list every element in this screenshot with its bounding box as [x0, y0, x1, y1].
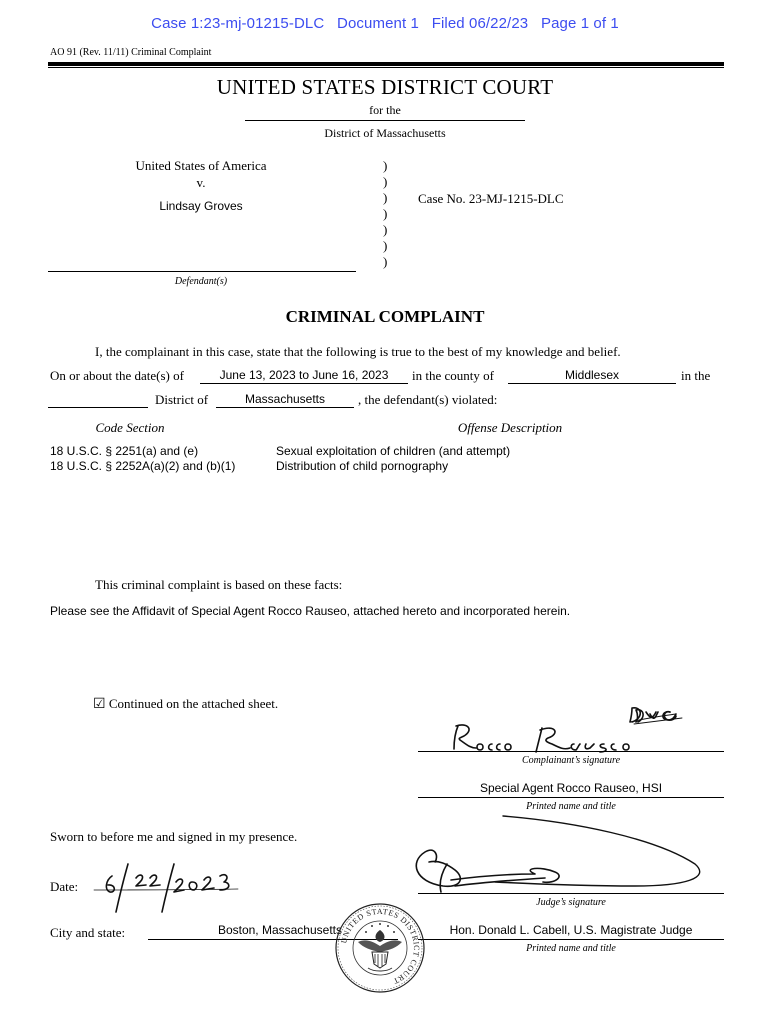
code-section: 18 U.S.C. § 2251(a) and (e)	[50, 444, 199, 458]
case-no-value: 23-MJ-1215-DLC	[468, 191, 564, 206]
judge-sig-label: Judge’s signature	[536, 897, 606, 908]
code-section: 18 U.S.C. § 2252A(a)(2) and (b)(1)	[50, 459, 236, 473]
seal-text: UNITED STATES DISTRICT COURT	[339, 906, 422, 987]
court-district: District of Massachusetts	[324, 126, 446, 140]
case-no	[418, 191, 564, 207]
facts-text: Please see the Affidavit of Special Agent Rocco Rauseo, attached hereto and incorporated herein.	[50, 604, 571, 618]
caption-paren: )	[383, 174, 388, 189]
on-or-about-label: On or about the date(s) of	[50, 368, 184, 383]
date-label: Date:	[50, 879, 79, 894]
caption-paren: )	[383, 222, 388, 237]
court-seal	[334, 902, 426, 994]
judge-printed-label: Printed name and title	[526, 943, 616, 954]
case-no-label: Case No.	[418, 191, 466, 206]
for-the: for the	[369, 103, 401, 117]
city-state-label: City and state:	[50, 925, 126, 940]
caption-paren: )	[383, 190, 388, 205]
header-rule	[48, 62, 724, 66]
caption-rule	[48, 271, 356, 272]
filing-header: Case 1:23-mj-01215-DLC Document 1 Filed 06/22/23 Page 1 of 1	[151, 15, 619, 32]
complainant-name: Special Agent Rocco Rauseo, HSI	[479, 781, 663, 795]
checkbox-checked-icon: ☑	[93, 696, 106, 712]
city-state: Boston, Massachusetts	[217, 923, 342, 937]
complainant-sig-label: Complainant’s signature	[521, 755, 621, 766]
handwritten-date	[88, 860, 248, 916]
district-field-rule	[216, 407, 354, 408]
county-field: Middlesex	[564, 368, 620, 382]
sworn-statement: Sworn to before me and signed in my presence.	[50, 829, 298, 844]
header-rule-thin	[48, 67, 724, 68]
facts-intro: This criminal complaint is based on these facts:	[95, 577, 343, 592]
county-rule	[508, 383, 676, 384]
offense-header: Offense Description	[457, 420, 563, 435]
offense-description: Distribution of child pornography	[276, 459, 449, 473]
complainant-printed-label: Printed name and title	[526, 801, 616, 812]
plaintiff: United States of America	[135, 158, 267, 173]
judge-name-rule	[418, 939, 724, 940]
defendant-label: Defendant(s)	[174, 276, 228, 287]
district-of-label: District of	[155, 392, 209, 407]
dates-field: June 13, 2023 to June 16, 2023	[219, 368, 389, 382]
caption-paren: )	[383, 206, 388, 221]
versus: v.	[196, 175, 206, 190]
offense-description: Sexual exploitation of children (and attempt)	[276, 444, 511, 458]
caption-paren: )	[383, 158, 388, 173]
violated-label: , the defendant(s) violated:	[358, 392, 498, 407]
complainant-name-rule	[418, 797, 724, 798]
defendant-name: Lindsay Groves	[159, 199, 243, 213]
judge-sig-rule	[418, 893, 724, 894]
code-section-header: Code Section	[95, 420, 165, 435]
caption-paren: )	[383, 238, 388, 253]
judge-name: Hon. Donald L. Cabell, U.S. Magistrate Judge	[449, 923, 693, 937]
continued-label: Continued on the attached sheet.	[108, 696, 279, 711]
document-title: CRIMINAL COMPLAINT	[285, 307, 485, 326]
statement-intro: I, the complainant in this case, state that the following is true to the best of my knowledge and belief.	[95, 344, 621, 359]
dates-rule	[200, 383, 408, 384]
court-title: UNITED STATES DISTRICT COURT	[216, 75, 554, 99]
judge-initials	[626, 702, 686, 726]
complainant-sig-rule	[418, 751, 724, 752]
district-field: Massachusetts	[244, 392, 326, 406]
district-rule	[245, 120, 525, 121]
judge-signature	[395, 812, 735, 898]
continued-row	[93, 696, 278, 712]
blank-rule	[48, 407, 148, 408]
in-the-label: in the	[681, 368, 711, 383]
county-label: in the county of	[412, 368, 494, 383]
caption-paren: )	[383, 254, 388, 269]
form-id: AO 91 (Rev. 11/11) Criminal Complaint	[50, 47, 212, 58]
